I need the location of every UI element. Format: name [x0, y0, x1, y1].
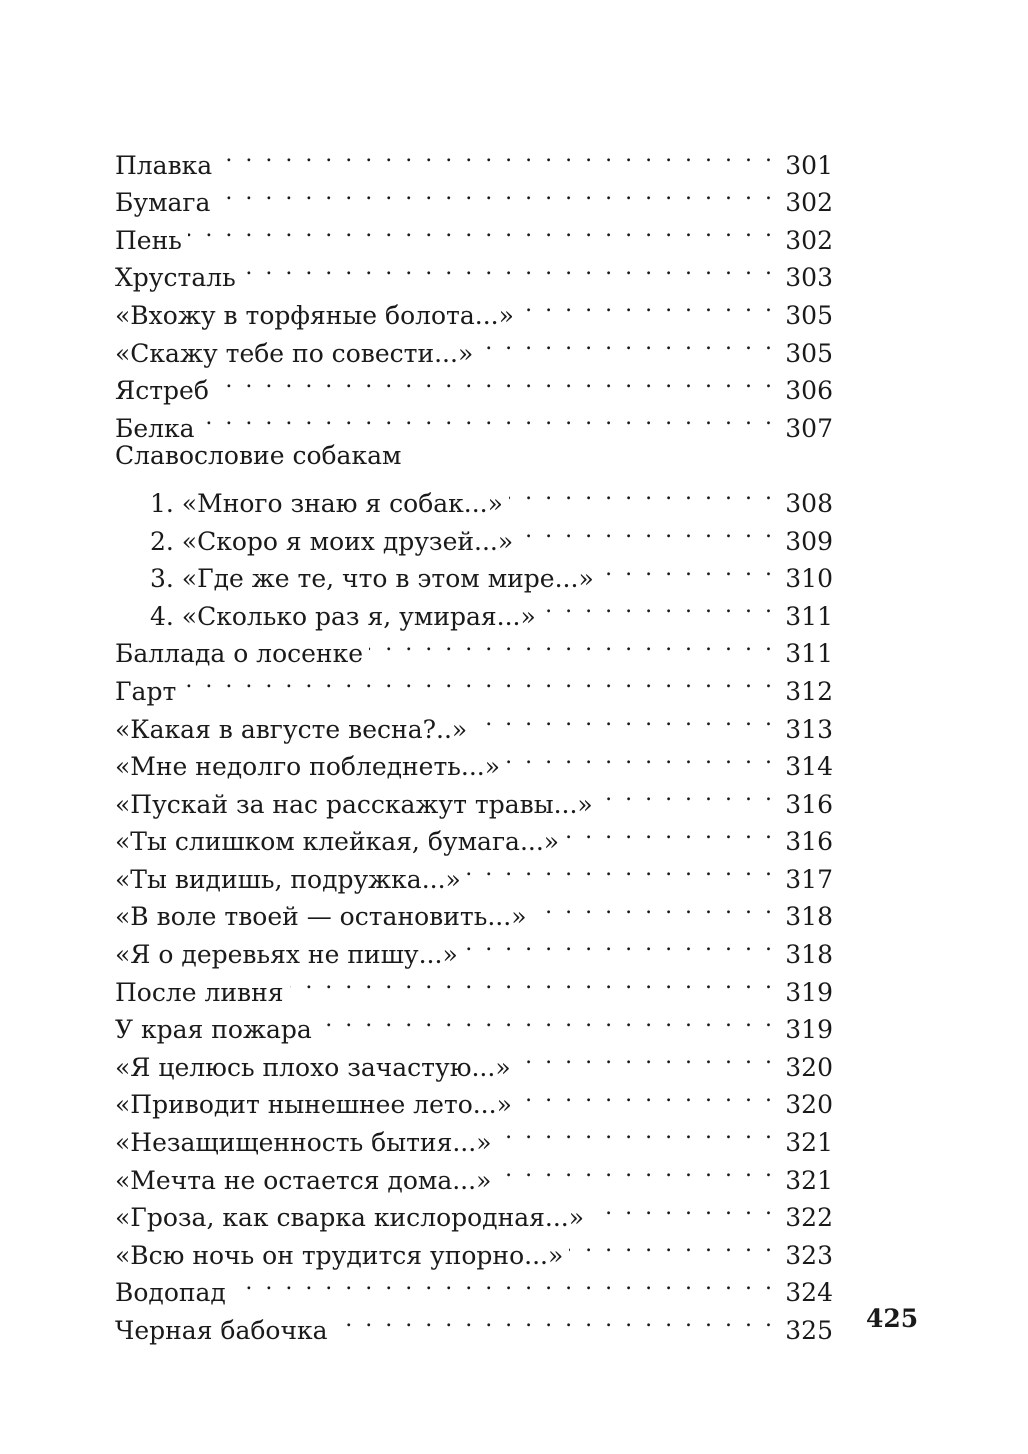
toc-entry-title: Белка — [115, 413, 195, 443]
toc-section-title: Славословие собакам — [115, 440, 402, 470]
toc-entry-page: 323 — [785, 1240, 833, 1270]
toc-entry[interactable] — [115, 174, 833, 218]
toc-entry-page: 311 — [785, 639, 833, 669]
toc-entry-title: «Приводит нынешнее лето...» — [115, 1090, 512, 1120]
toc-entry-title: «Вхожу в торфяные болота...» — [115, 300, 514, 330]
toc-entry[interactable] — [115, 662, 833, 706]
dot-leader — [506, 738, 775, 776]
dot-leader — [216, 174, 775, 212]
dot-leader — [590, 1189, 775, 1227]
toc-entry-page: 320 — [785, 1090, 833, 1120]
toc-entry-page: 302 — [785, 225, 833, 255]
toc-entry-page: 310 — [785, 564, 833, 594]
toc-entry-title: «Какая в августе весна?..» — [115, 714, 468, 744]
dot-leader — [600, 550, 775, 588]
toc-entry-page: 319 — [785, 1015, 833, 1045]
dot-leader — [520, 286, 775, 324]
toc-entry-title: «Я целюсь плохо зачастую...» — [115, 1052, 511, 1082]
toc-entry-title: «Пускай за нас расскажут травы...» — [115, 789, 593, 819]
dot-leader — [215, 362, 775, 400]
dot-leader — [599, 775, 775, 813]
toc-entry-page: 309 — [785, 526, 833, 556]
toc-entry-title: 2. «Скоро я моих друзей...» — [150, 526, 514, 556]
toc-subentry[interactable] — [115, 474, 833, 518]
toc-entry[interactable] — [115, 362, 833, 406]
toc-entry-page: 305 — [785, 300, 833, 330]
dot-leader — [497, 1151, 775, 1189]
toc-entry-title: Ястреб — [115, 376, 209, 406]
toc-entry-page: 325 — [785, 1316, 833, 1345]
toc-entry-title: «Я о деревьях не пишу...» — [115, 940, 458, 970]
toc-entry-page: 319 — [785, 977, 833, 1007]
toc-entry-title: «Мечта не остается дома...» — [115, 1165, 492, 1195]
toc-entry-title: Баллада о лосенке — [115, 639, 363, 669]
toc-entry[interactable] — [115, 700, 833, 744]
dot-leader — [464, 925, 775, 963]
toc-entry-page: 303 — [785, 263, 833, 293]
dot-leader — [479, 324, 775, 362]
toc-entry-title: «Незащищенность бытия...» — [115, 1128, 492, 1158]
toc-entry-page: 317 — [785, 864, 833, 894]
toc-entry-page: 316 — [785, 789, 833, 819]
toc-entry-title: Хрусталь — [115, 263, 236, 293]
dot-leader — [242, 249, 775, 287]
toc-entry-page: 311 — [785, 601, 833, 631]
toc-entry-title: «Гроза, как сварка кислородная...» — [115, 1203, 585, 1233]
toc-entry-title: 3. «Где же те, что в этом мире...» — [150, 564, 594, 594]
dot-leader — [290, 963, 775, 1001]
toc-entry-page: 301 — [785, 150, 833, 180]
dot-leader — [509, 474, 775, 512]
dot-leader — [232, 1264, 775, 1302]
dot-leader — [569, 1226, 775, 1264]
dot-leader — [369, 625, 775, 663]
toc-entry-page: 313 — [785, 714, 833, 744]
toc-entry-page: 321 — [785, 1165, 833, 1195]
dot-leader — [318, 1001, 775, 1039]
toc-entry[interactable] — [115, 211, 833, 255]
dot-leader — [201, 399, 775, 437]
toc-entry-page: 316 — [785, 827, 833, 857]
dot-leader — [518, 1076, 775, 1114]
dot-leader — [519, 512, 775, 550]
dot-leader — [565, 813, 775, 851]
toc-entry-title: После ливня — [115, 977, 284, 1007]
toc-section-heading — [115, 437, 833, 475]
toc-entry-page: 320 — [785, 1052, 833, 1082]
dot-leader — [533, 888, 776, 926]
dot-leader — [182, 662, 775, 700]
toc-entry-page: 318 — [785, 902, 833, 932]
toc-entry-title: «Скажу тебе по совести...» — [115, 338, 474, 368]
toc-entry-page: 321 — [785, 1128, 833, 1158]
toc-entry-title: Бумага — [115, 188, 211, 218]
toc-entry-page: 306 — [785, 376, 833, 406]
dot-leader — [467, 850, 775, 888]
toc-entry-title: «Всю ночь он трудится упорно...» — [115, 1240, 564, 1270]
toc-entry-page: 305 — [785, 338, 833, 368]
toc-entry-title: 1. «Много знаю я собак...» — [150, 488, 503, 518]
toc-entry[interactable] — [115, 399, 833, 443]
toc-entry-title: У края пожара — [115, 1015, 312, 1045]
dot-leader — [517, 1038, 775, 1076]
toc-entry-page: 318 — [785, 940, 833, 970]
dot-leader — [542, 587, 775, 625]
toc-entry[interactable] — [115, 136, 833, 180]
table-of-contents — [115, 136, 833, 1345]
toc-entry-title: Черная бабочка — [115, 1316, 328, 1345]
dot-leader — [473, 700, 775, 738]
toc-entry-page: 302 — [785, 188, 833, 218]
toc-entry-title: «Мне недолго побледнеть...» — [115, 752, 501, 782]
toc-entry-title: 4. «Сколько раз я, умирая...» — [150, 601, 536, 631]
toc-entry-page: 307 — [785, 413, 833, 443]
toc-entry-title: Пень — [115, 225, 182, 255]
dot-leader — [218, 136, 775, 174]
toc-entry-title: Гарт — [115, 676, 177, 706]
folio-page-number: 425 — [866, 1304, 919, 1333]
toc-entry-title: Плавка — [115, 150, 213, 180]
toc-entry-title: «В воле твоей — остановить...» — [115, 902, 527, 932]
toc-entry-page: 314 — [785, 752, 833, 782]
dot-leader — [334, 1301, 775, 1339]
toc-entry-title: «Ты слишком клейкая, бумага...» — [115, 827, 560, 857]
toc-entry[interactable] — [115, 249, 833, 293]
toc-entry-title: Водопад — [115, 1278, 226, 1308]
toc-entry-page: 312 — [785, 676, 833, 706]
dot-leader — [498, 1113, 776, 1151]
toc-entry-page: 308 — [785, 488, 833, 518]
toc-entry-page: 324 — [785, 1278, 833, 1308]
toc-entry-page: 322 — [785, 1203, 833, 1233]
toc-entry-title: «Ты видишь, подружка...» — [115, 864, 461, 894]
dot-leader — [188, 211, 775, 249]
